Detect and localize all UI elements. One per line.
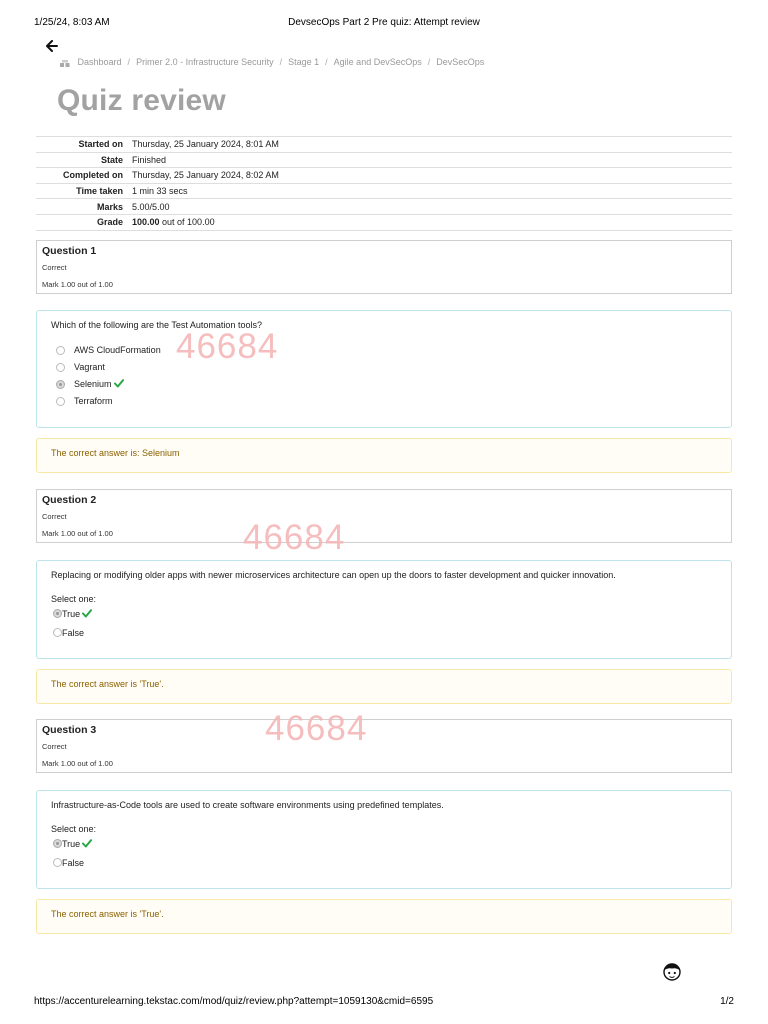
radio-button[interactable] <box>53 628 62 637</box>
answer-option[interactable] <box>51 344 717 361</box>
question-content-2 <box>36 560 732 659</box>
answer-option-false[interactable] <box>51 857 717 876</box>
answer-option-true[interactable] <box>51 608 717 627</box>
question-text: Which of the following are the Test Automation tools? <box>51 320 262 330</box>
breadcrumb-course[interactable]: Primer 2.0 - Infrastructure Security <box>136 57 274 67</box>
watermark-text: 46684 <box>265 709 368 748</box>
page-title: Quiz review <box>57 84 226 117</box>
summary-label: Started on <box>78 139 123 150</box>
radio-button[interactable] <box>56 363 65 372</box>
radio-button-selected[interactable] <box>53 609 62 618</box>
answer-option-true[interactable] <box>51 838 717 857</box>
radio-button[interactable] <box>56 397 65 406</box>
answer-label: False <box>62 858 85 868</box>
print-url: https://accenturelearning.tekstac.com/mod/quiz/review.php?attempt=1059130&cmid=6595 <box>34 996 434 1007</box>
checkmark-icon <box>114 379 124 388</box>
attempt-summary-table <box>36 136 732 231</box>
answer-option[interactable] <box>51 361 717 378</box>
breadcrumb-stage[interactable]: Stage 1 <box>288 57 320 67</box>
answer-label: Vagrant <box>74 362 105 372</box>
summary-value: Thursday, 25 January 2024, 8:01 AM <box>132 139 279 150</box>
question-state: Correct <box>42 263 67 272</box>
print-page-number: 1/2 <box>720 996 734 1007</box>
answer-option[interactable] <box>51 378 717 395</box>
watermark-text: 46684 <box>243 518 346 557</box>
select-one-label: Select one: <box>51 594 97 604</box>
answer-label: Selenium <box>74 379 112 389</box>
question-number: Question 2 <box>42 494 97 506</box>
answer-label: Terraform <box>74 396 113 406</box>
answer-option-false[interactable] <box>51 627 717 646</box>
summary-row-marks <box>36 199 732 215</box>
radio-button[interactable] <box>53 858 62 867</box>
summary-row-state <box>36 152 732 168</box>
print-header <box>34 17 734 31</box>
question-text: Infrastructure-as-Code tools are used to create software environments using predefined templates. <box>51 800 444 810</box>
question-feedback-1: The correct answer is: Selenium <box>36 438 732 473</box>
answer-label: False <box>62 628 85 638</box>
radio-button-selected[interactable] <box>56 380 65 389</box>
select-one-label: Select one: <box>51 824 97 834</box>
print-datetime: 1/25/24, 8:03 AM <box>34 17 110 28</box>
answer-label: True <box>62 609 81 619</box>
question-number: Question 1 <box>42 245 97 257</box>
home-icon <box>60 59 70 67</box>
breadcrumb-dashboard[interactable]: Dashboard <box>77 57 122 67</box>
summary-value: 1 min 33 secs <box>132 186 188 197</box>
summary-label: State <box>100 154 123 165</box>
question-feedback-3: The correct answer is 'True'. <box>36 899 732 934</box>
question-info-2 <box>36 489 732 543</box>
checkmark-icon <box>82 609 92 618</box>
summary-value: Finished <box>132 154 167 165</box>
answer-list <box>51 344 717 412</box>
print-doc-title: DevsecOps Part 2 Pre quiz: Attempt review <box>288 17 480 28</box>
checkmark-icon <box>82 839 92 848</box>
question-feedback-2: The correct answer is 'True'. <box>36 669 732 704</box>
question-content-3 <box>36 790 732 889</box>
summary-label: Time taken <box>76 186 123 197</box>
question-info-3 <box>36 719 732 773</box>
question-number: Question 3 <box>42 724 97 736</box>
breadcrumb: Dashboard / Primer 2.0 - Infrastructure Security / Stage 1 / Agile and DevSecOps / DevSecOps <box>60 57 484 67</box>
question-text: Replacing or modifying older apps with newer microservices architecture can open up the doors to faster development and quicker innovation. <box>51 570 616 580</box>
question-info-1 <box>36 240 732 294</box>
arrow-left-icon[interactable] <box>46 40 58 52</box>
radio-button[interactable] <box>56 346 65 355</box>
grade-out-of: out of 100.00 <box>159 217 215 228</box>
breadcrumb-section[interactable]: Agile and DevSecOps <box>333 57 422 67</box>
question-mark: Mark 1.00 out of 1.00 <box>42 759 113 768</box>
question-state: Correct <box>42 742 67 751</box>
summary-value: 5.00/5.00 <box>132 201 170 212</box>
summary-row-started <box>36 137 732 153</box>
radio-button-selected[interactable] <box>53 839 62 848</box>
question-state: Correct <box>42 512 67 521</box>
answer-label: AWS CloudFormation <box>74 345 161 355</box>
answer-label: True <box>62 839 81 849</box>
answer-option[interactable] <box>51 395 717 412</box>
summary-row-completed <box>36 168 732 184</box>
summary-value: Thursday, 25 January 2024, 8:02 AM <box>132 170 279 181</box>
summary-value <box>132 214 732 230</box>
summary-row-grade <box>36 214 732 230</box>
summary-label: Completed on <box>63 170 123 181</box>
question-mark: Mark 1.00 out of 1.00 <box>42 529 113 538</box>
summary-row-time <box>36 183 732 199</box>
breadcrumb-quiz[interactable]: DevSecOps <box>436 57 485 67</box>
summary-label: Grade <box>96 217 123 228</box>
question-mark: Mark 1.00 out of 1.00 <box>42 280 113 289</box>
watermark-text: 46684 <box>176 327 279 366</box>
summary-label: Marks <box>96 201 123 212</box>
avatar-icon[interactable] <box>662 962 682 982</box>
question-content-1 <box>36 310 732 428</box>
grade-score: 100.00 <box>132 217 160 228</box>
